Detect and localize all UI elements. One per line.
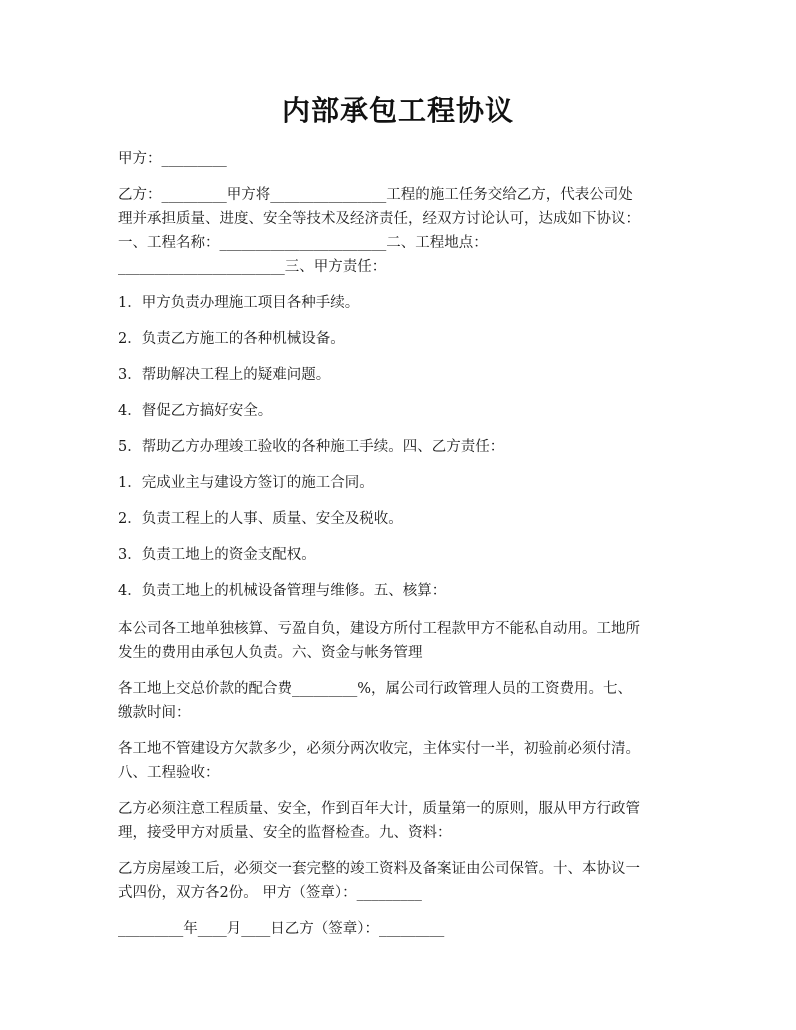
party-b-duty-4: 4．负责工地上的机械设备管理与维修。五、核算： xyxy=(118,583,447,599)
party-a-duty-5: 5．帮助乙方办理竣工验收的各种施工手续。四、乙方责任： xyxy=(118,439,505,455)
party-b-duty-1: 1．完成业主与建设方签订的施工合同。 xyxy=(118,475,374,491)
payment-line-2: 八、工程验收： xyxy=(118,765,220,781)
party-a-duty-heading: _______________________三、甲方责任： xyxy=(118,259,387,275)
payment-line-1: 各工地不管建设方欠款多少，必须分两次收完，主体实付一半，初验前必须付清。 xyxy=(118,741,640,757)
documents-line-2: 式四份，双方各2份。 甲方（签章）：_________ xyxy=(118,885,422,901)
document-title: 内部承包工程协议 xyxy=(281,94,514,127)
party-b-duty-3: 3．负责工地上的资金支配权。 xyxy=(118,547,316,563)
fee-line-2: 缴款时间： xyxy=(118,705,191,721)
fee-line-1: 各工地上交总价款的配合费_________%，属公司行政管理人员的工资费用。七、 xyxy=(118,681,633,697)
documents-line-1: 乙方房屋竣工后，必须交一套完整的竣工资料及备案证由公司保管。十、本协议一 xyxy=(118,861,640,877)
acceptance-line-2: 理，接受甲方对质量、安全的监督检查。九、资料： xyxy=(118,825,452,841)
signature-date-line: _________年____月____日乙方（签章）：_________ xyxy=(118,921,445,937)
intro-line: 理并承担质量、进度、安全等技术及经济责任，经双方讨论认可，达成如下协议： xyxy=(118,211,640,227)
party-a-duty-4: 4．督促乙方搞好安全。 xyxy=(118,403,273,419)
party-a-duty-3: 3．帮助解决工程上的疑难问题。 xyxy=(118,367,331,383)
party-a-duty-2: 2．负责乙方施工的各种机械设备。 xyxy=(118,331,345,347)
party-a-line: 甲方：_________ xyxy=(118,151,227,167)
party-b-duty-2: 2．负责工程上的人事、质量、安全及税收。 xyxy=(118,511,403,527)
party-a-duty-1: 1．甲方负责办理施工项目各种手续。 xyxy=(118,295,360,311)
accounting-line-2: 发生的费用由承包人负责。六、资金与帐务管理 xyxy=(118,645,423,661)
accounting-line-1: 本公司各工地单独核算、亏盈自负，建设方所付工程款甲方不能私自动用。工地所 xyxy=(118,621,640,637)
project-name-line: 一、工程名称：_______________________二、工程地点： xyxy=(118,235,488,251)
acceptance-line-1: 乙方必须注意工程质量、安全，作到百年大计，质量第一的原则，服从甲方行政管 xyxy=(118,801,640,817)
party-b-line: 乙方：_________甲方将________________工程的施工任务交给乙方，代表公司处 xyxy=(118,187,633,203)
